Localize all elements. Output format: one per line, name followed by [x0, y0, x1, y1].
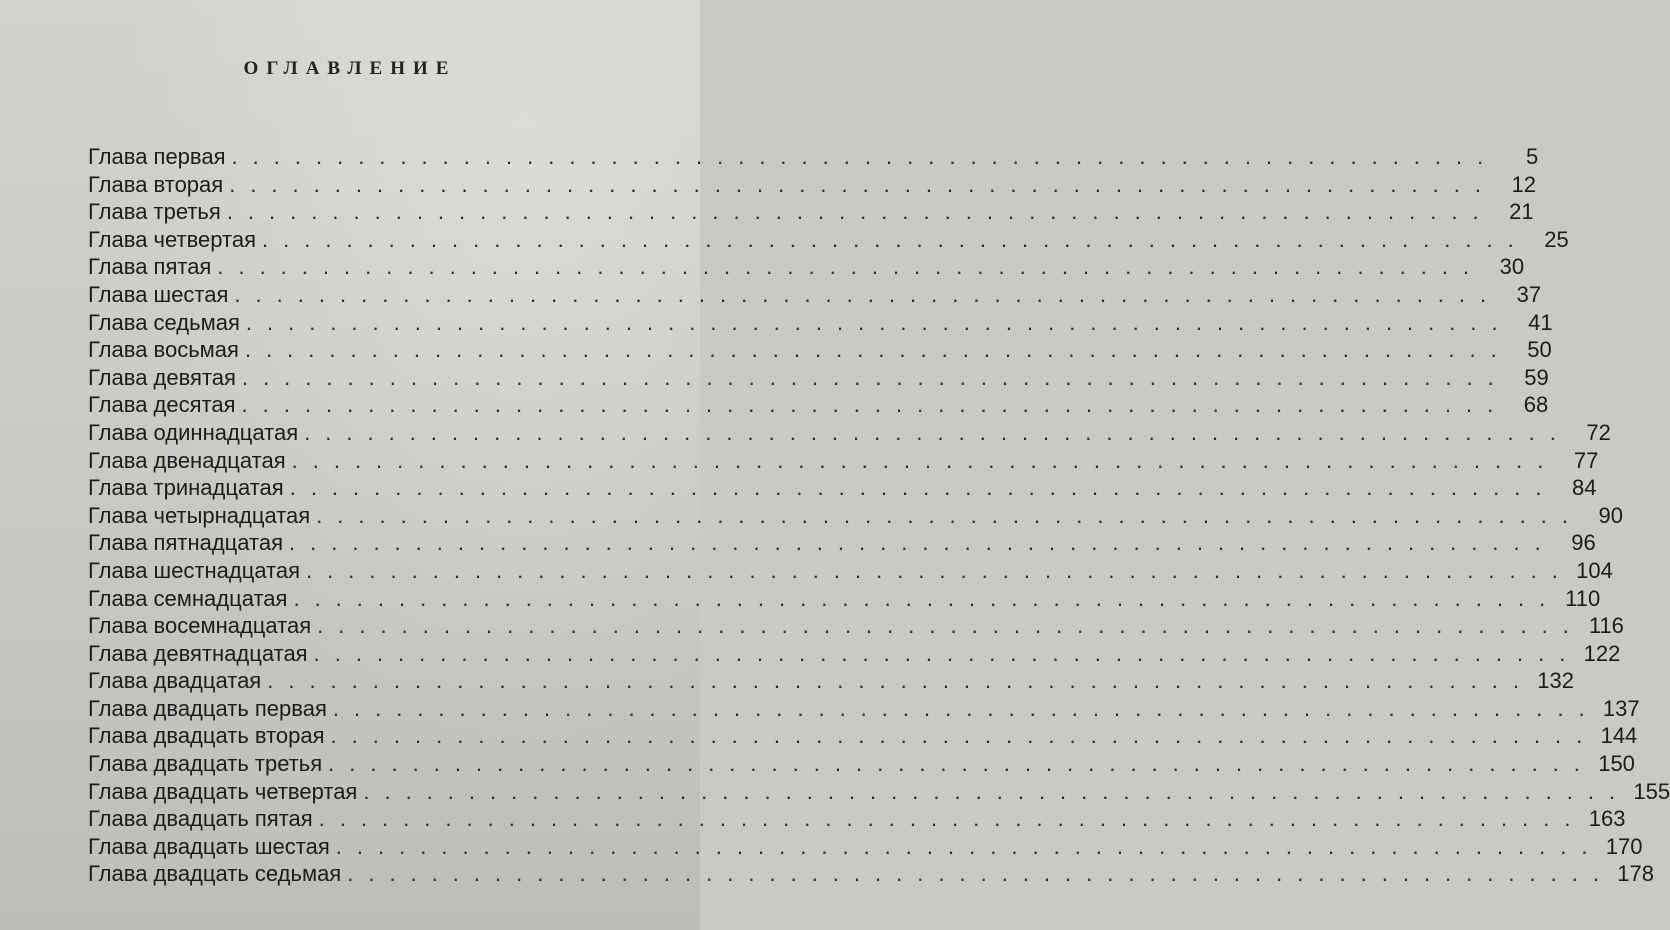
chapter-title: Глава двадцать шестая: [88, 833, 330, 859]
toc-entry: [88, 833, 1643, 861]
leader-dots: ............................................................: [267, 668, 1534, 694]
chapter-title: Глава двадцатая: [88, 668, 262, 694]
leader-dots: ............................................................: [347, 861, 1614, 887]
leader-dots: ............................................................: [241, 364, 1509, 390]
page-number: 41: [1528, 309, 1553, 335]
leader-dots: ............................................................: [363, 778, 1631, 804]
leader-dots: ............................................................: [262, 226, 1529, 252]
toc-entry: [88, 750, 1635, 778]
page-number: 90: [1598, 502, 1623, 528]
toc-entry: [88, 695, 1640, 723]
page-number: 122: [1583, 640, 1621, 666]
chapter-title: Глава семнадцатая: [88, 585, 288, 611]
chapter-title: Глава двадцать вторая: [88, 723, 325, 749]
toc-entry: [88, 557, 1613, 585]
leader-dots: ............................................................: [316, 502, 1583, 528]
chapter-title: Глава пятнадцатая: [88, 530, 283, 556]
chapter-title: Глава двадцать третья: [88, 751, 323, 777]
page-number: 25: [1544, 226, 1569, 252]
page-number: 116: [1588, 613, 1624, 639]
chapter-title: Глава четырнадцатая: [88, 502, 311, 528]
leader-dots: ............................................................: [332, 695, 1600, 721]
leader-dots: ............................................................: [234, 281, 1502, 307]
page-number: 21: [1509, 199, 1534, 225]
chapter-title: Глава восемнадцатая: [88, 613, 312, 639]
page-number: 68: [1523, 392, 1549, 418]
page-number: 163: [1588, 806, 1626, 832]
toc-entry: [88, 502, 1623, 530]
leader-dots: ............................................................: [226, 199, 1494, 225]
page-number: 30: [1499, 254, 1525, 280]
chapter-title: Глава двенадцатая: [88, 447, 286, 473]
toc-entry: [88, 860, 1654, 888]
toc-entry: [88, 226, 1569, 254]
toc-entry: [88, 667, 1574, 695]
chapter-title: Глава вторая: [88, 171, 224, 197]
chapter-title: Глава девятая: [88, 364, 236, 390]
chapter-title: Глава одиннадцатая: [88, 419, 299, 445]
toc-entry: [88, 447, 1599, 475]
leader-dots: ............................................................: [317, 613, 1584, 639]
toc-entry: [88, 474, 1597, 502]
page-number: 50: [1527, 337, 1552, 363]
chapter-title: Глава четвертая: [88, 226, 256, 252]
toc-heading: ОГЛАВЛЕНИЕ: [243, 58, 457, 79]
page-number: 132: [1537, 668, 1574, 694]
chapter-title: Глава тринадцатая: [88, 475, 284, 501]
leader-dots: ............................................................: [291, 447, 1559, 473]
chapter-title: Глава двадцать четвертая: [88, 778, 358, 804]
leader-dots: ............................................................: [244, 337, 1512, 363]
toc-entry: [88, 364, 1549, 392]
leader-dots: ............................................................: [245, 309, 1513, 335]
toc-entry: [88, 198, 1534, 226]
page-number: 59: [1524, 364, 1549, 390]
page-number: 77: [1573, 447, 1599, 473]
chapter-title: Глава двадцать седьмая: [88, 861, 342, 887]
page-number: 150: [1598, 751, 1635, 777]
leader-dots: ............................................................: [306, 557, 1573, 583]
leader-dots: ............................................................: [335, 833, 1603, 859]
page-number: 170: [1605, 833, 1643, 859]
toc-entry: [88, 640, 1621, 668]
toc-entry: [88, 281, 1542, 309]
leader-dots: ............................................................: [289, 475, 1557, 501]
toc-entry: [88, 171, 1536, 199]
chapter-title: Глава третья: [88, 199, 221, 225]
toc-entry: [88, 722, 1638, 750]
leader-dots: ............................................................: [289, 530, 1556, 556]
leader-dots: ............................................................: [328, 751, 1595, 777]
leader-dots: ............................................................: [304, 419, 1571, 445]
chapter-title: Глава двадцать пятая: [88, 806, 313, 832]
toc-entry: [88, 391, 1549, 419]
page-number: 37: [1516, 281, 1542, 307]
page-number: 110: [1565, 585, 1601, 611]
toc-entry: [88, 585, 1601, 613]
chapter-title: Глава пятая: [88, 254, 212, 280]
chapter-title: Глава шестая: [88, 281, 229, 307]
chapter-title: Глава седьмая: [88, 309, 240, 335]
leader-dots: ............................................................: [313, 640, 1581, 666]
toc-entry: [88, 612, 1624, 640]
toc-list: [88, 143, 1670, 888]
page-number: 96: [1571, 530, 1596, 556]
chapter-title: Глава шестнадцатая: [88, 557, 301, 583]
toc-entry: [88, 309, 1553, 337]
toc-entry: [88, 805, 1626, 833]
leader-dots: ............................................................: [217, 254, 1485, 280]
toc-entry: [88, 253, 1525, 281]
page-number: 137: [1602, 695, 1640, 721]
page-number: 104: [1576, 557, 1613, 583]
toc-entry: [88, 336, 1552, 364]
toc-entry: [88, 778, 1670, 806]
leader-dots: ............................................................: [231, 144, 1499, 169]
chapter-title: Глава десятая: [88, 392, 236, 418]
toc-entry: [88, 529, 1596, 557]
leader-dots: ............................................................: [241, 392, 1509, 418]
page-number: 12: [1511, 171, 1536, 197]
toc-entry: [88, 143, 1539, 171]
chapter-title: Глава восьмая: [88, 337, 239, 363]
page-number: 84: [1571, 475, 1597, 501]
leader-dots: ............................................................: [318, 806, 1586, 832]
chapter-title: Глава двадцать первая: [88, 695, 327, 721]
leader-dots: ............................................................: [330, 723, 1598, 749]
page-number: 5: [1526, 144, 1539, 169]
page-number: 155: [1633, 778, 1670, 804]
toc-entry: [88, 419, 1611, 447]
chapter-title: Глава первая: [88, 144, 226, 169]
page-number: 178: [1617, 861, 1654, 887]
page-number: 144: [1600, 723, 1638, 749]
page-number: 72: [1586, 419, 1611, 445]
chapter-title: Глава девятнадцатая: [88, 640, 308, 666]
leader-dots: ............................................................: [293, 585, 1561, 611]
leader-dots: ............................................................: [229, 171, 1496, 197]
